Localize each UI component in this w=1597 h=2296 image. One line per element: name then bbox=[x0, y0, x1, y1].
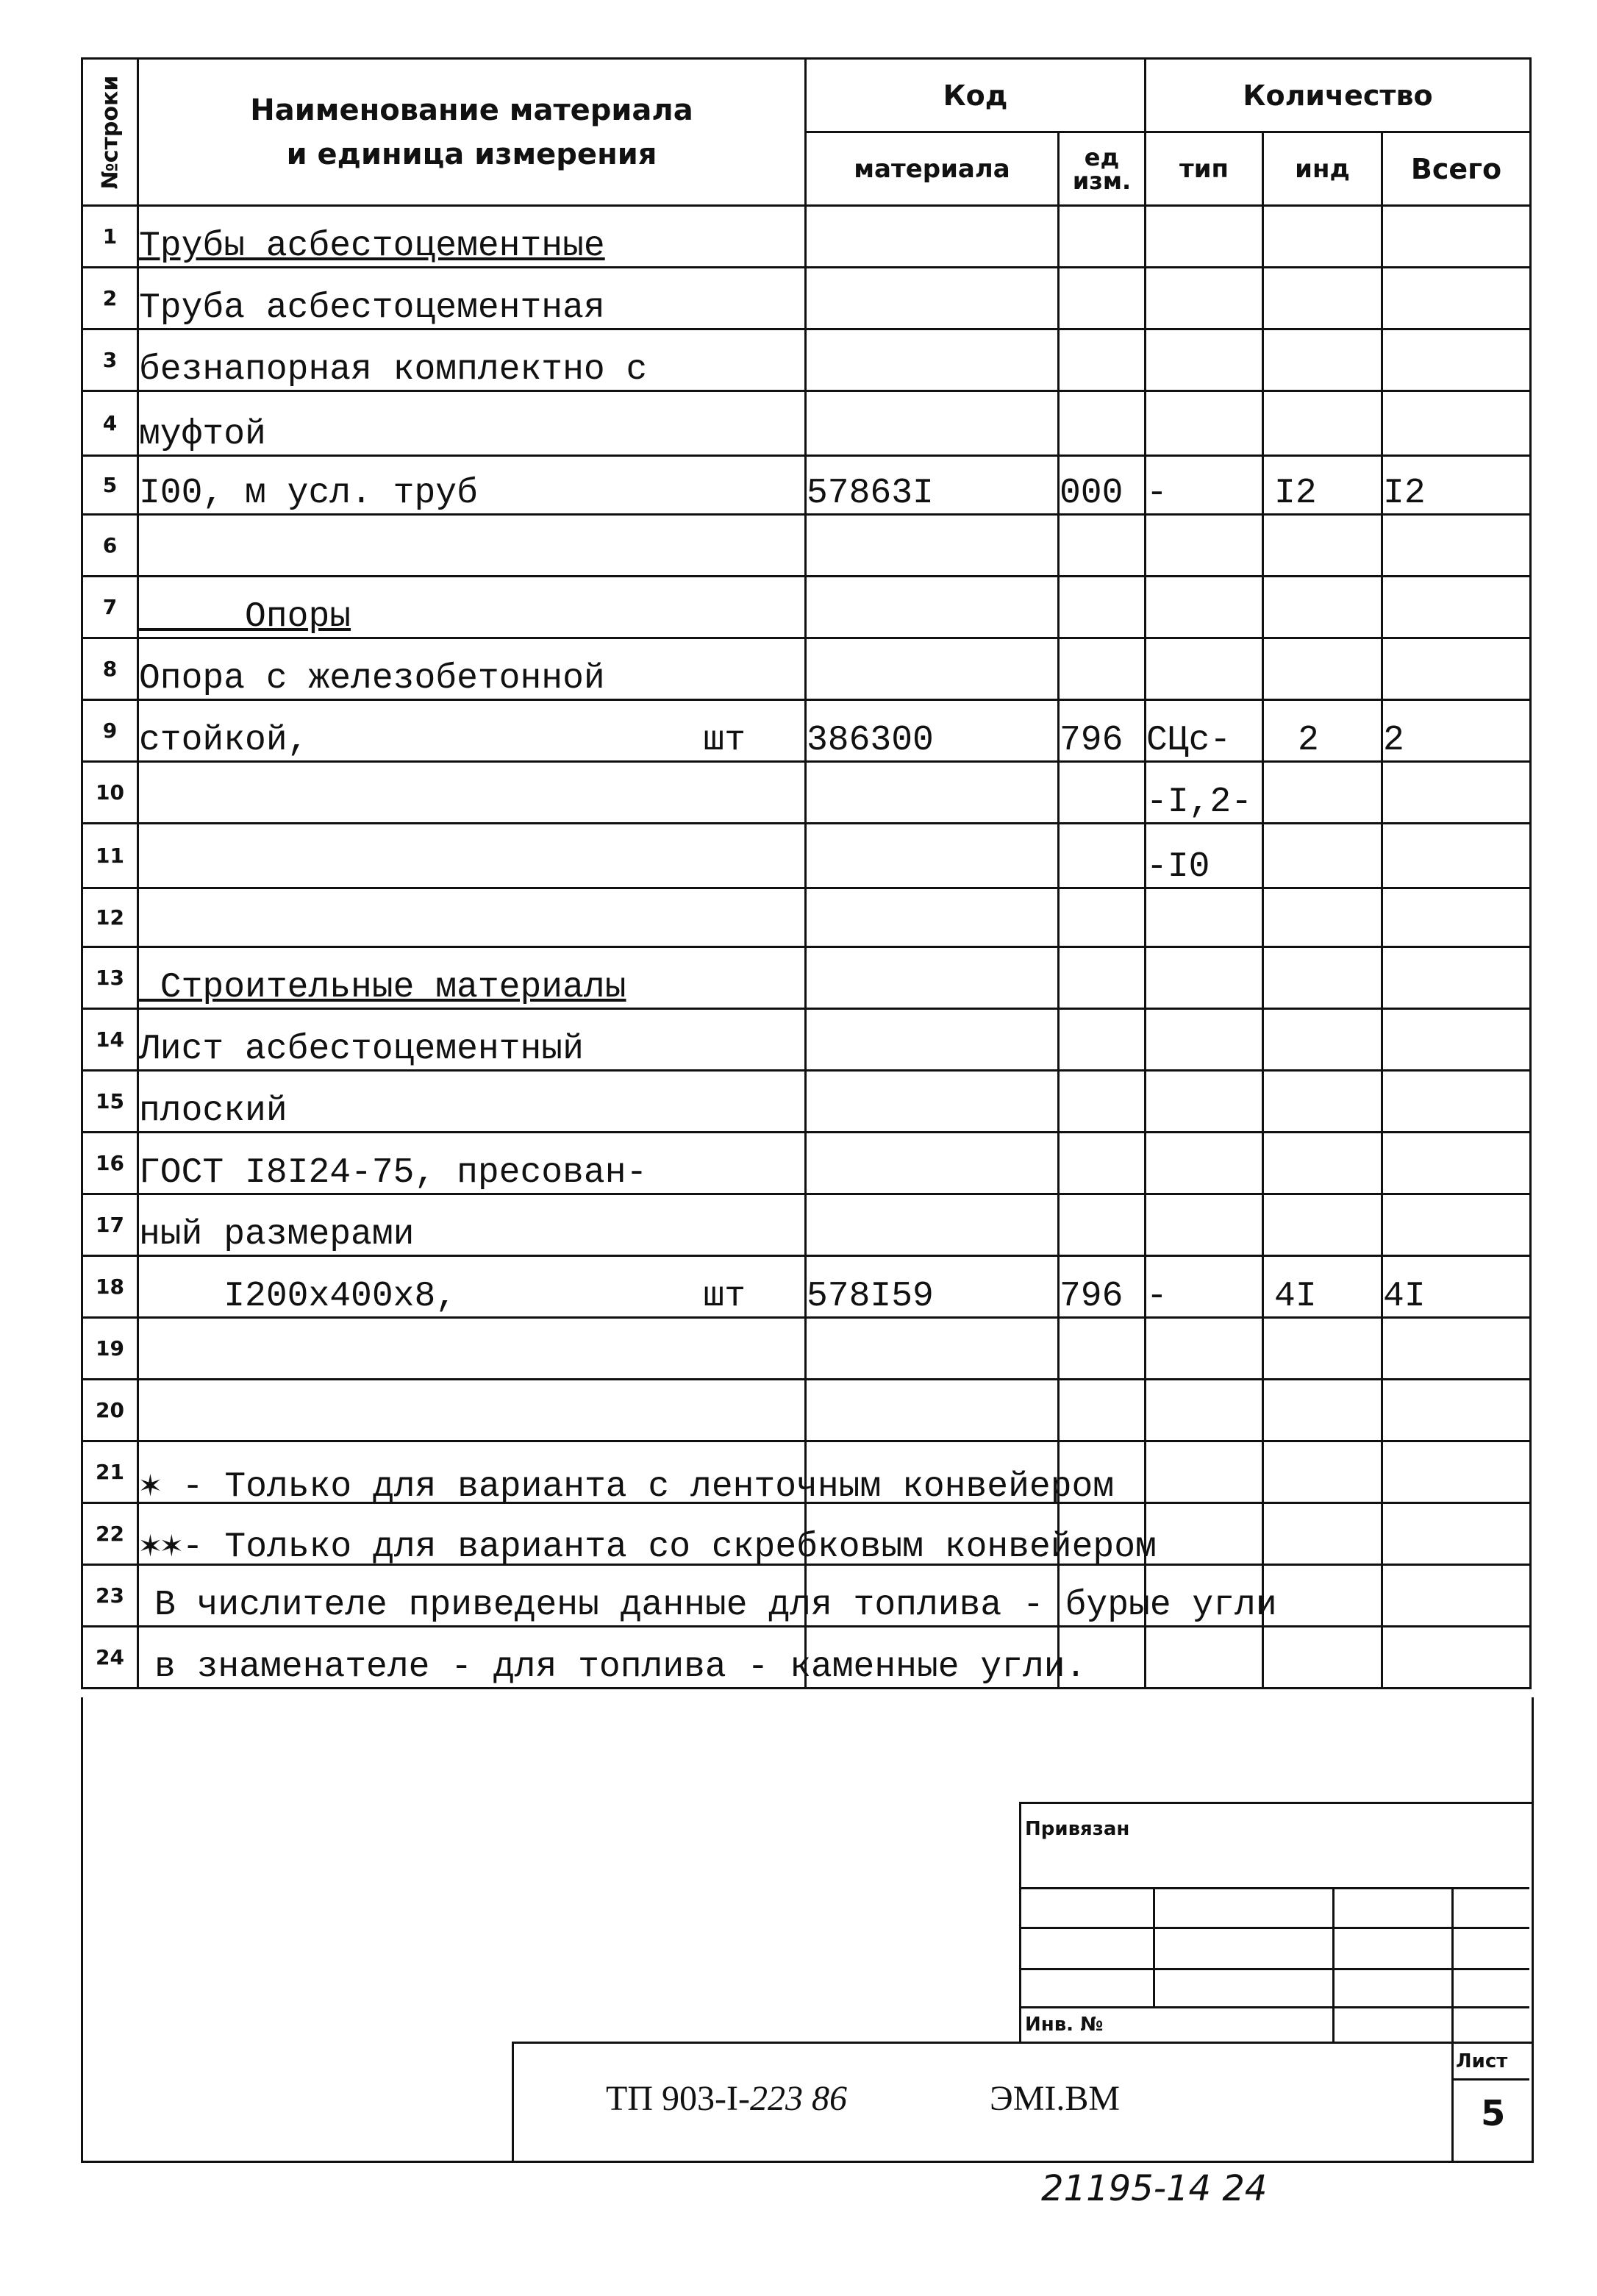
row-number: 17 bbox=[82, 1194, 138, 1256]
qty-type bbox=[1146, 515, 1263, 577]
material-code bbox=[806, 391, 1059, 456]
sheet-vline bbox=[1451, 2042, 1454, 2161]
row-number: 10 bbox=[82, 762, 138, 824]
qty-ind bbox=[1263, 329, 1382, 391]
row-number: 6 bbox=[82, 515, 138, 577]
qty-ind bbox=[1263, 1441, 1382, 1503]
qty-ind bbox=[1263, 947, 1382, 1009]
material-code bbox=[806, 824, 1059, 888]
qty-type: - bbox=[1146, 1256, 1263, 1318]
qty-total bbox=[1382, 1565, 1531, 1627]
qty-total bbox=[1382, 329, 1531, 391]
material-name-text: Опора с железобетонной bbox=[139, 659, 605, 699]
unit-code bbox=[1059, 1194, 1146, 1256]
unit-code bbox=[1059, 1318, 1146, 1380]
material-name-text: безнапорная комплектно с bbox=[139, 350, 648, 390]
unit-code bbox=[1059, 824, 1146, 888]
unit-code bbox=[1059, 638, 1146, 700]
row-number: 3 bbox=[82, 329, 138, 391]
material-name bbox=[138, 700, 806, 762]
qty-total bbox=[1382, 268, 1531, 329]
qty-ind: 2 bbox=[1263, 700, 1382, 762]
material-code: 386300 bbox=[806, 700, 1059, 762]
material-code: 578I59 bbox=[806, 1256, 1059, 1318]
qty-ind bbox=[1263, 1071, 1382, 1133]
table-row bbox=[82, 1318, 1531, 1380]
material-name-text: Трубы асбестоцементные bbox=[139, 227, 605, 266]
unit-label: шт bbox=[703, 721, 746, 760]
material-name bbox=[138, 1009, 806, 1071]
material-code bbox=[806, 638, 1059, 700]
qty-ind: 4I bbox=[1263, 1256, 1382, 1318]
unit-code bbox=[1059, 947, 1146, 1009]
qty-total bbox=[1382, 206, 1531, 268]
material-name-text: стойкой, bbox=[139, 721, 309, 760]
unit-code bbox=[1059, 268, 1146, 329]
qty-ind bbox=[1263, 391, 1382, 456]
qty-ind bbox=[1263, 762, 1382, 824]
qty-type bbox=[1146, 888, 1263, 947]
row-number: 13 bbox=[82, 947, 138, 1009]
qty-ind bbox=[1263, 268, 1382, 329]
material-name bbox=[138, 206, 806, 268]
sheet-label: Лист bbox=[1456, 2050, 1508, 2072]
name-header: Наименование материала и единица измерения bbox=[138, 59, 806, 206]
row-number: 15 bbox=[82, 1071, 138, 1133]
row-number: 2 bbox=[82, 268, 138, 329]
binding-vline-3 bbox=[1451, 1887, 1454, 2042]
qty-ind bbox=[1263, 1133, 1382, 1194]
qty-type bbox=[1146, 1627, 1263, 1689]
qty-ind bbox=[1263, 1503, 1382, 1565]
qty-total bbox=[1382, 1133, 1531, 1194]
material-code bbox=[806, 762, 1059, 824]
qty-type bbox=[1146, 268, 1263, 329]
material-name bbox=[138, 391, 806, 456]
material-name-text: плоский bbox=[139, 1091, 287, 1131]
qty-total bbox=[1382, 515, 1531, 577]
material-code bbox=[806, 1380, 1059, 1441]
note-3: В числителе приведены данные для топлива - бурые угли bbox=[154, 1586, 1277, 1625]
material-code bbox=[806, 1194, 1059, 1256]
qty-ind bbox=[1263, 888, 1382, 947]
unit-code bbox=[1059, 1071, 1146, 1133]
material-code bbox=[806, 577, 1059, 638]
material-name bbox=[138, 947, 806, 1009]
qty-total: 2 bbox=[1382, 700, 1531, 762]
qty-type bbox=[1146, 1503, 1263, 1565]
table-row bbox=[82, 700, 1531, 762]
table-row bbox=[82, 762, 1531, 824]
qty-ind bbox=[1263, 577, 1382, 638]
material-name bbox=[138, 824, 806, 888]
qty-total bbox=[1382, 1441, 1531, 1503]
qty-ind bbox=[1263, 638, 1382, 700]
table-row bbox=[82, 888, 1531, 947]
note-1: ✶ - Только для варианта с ленточным конвейером bbox=[140, 1467, 1115, 1507]
material-name bbox=[138, 1318, 806, 1380]
material-name bbox=[138, 1133, 806, 1194]
material-name bbox=[138, 888, 806, 947]
qty-ind bbox=[1263, 1627, 1382, 1689]
material-code bbox=[806, 1071, 1059, 1133]
row-number: 8 bbox=[82, 638, 138, 700]
unit-code bbox=[1059, 1380, 1146, 1441]
unit-label: шт bbox=[703, 1277, 746, 1316]
qty-total bbox=[1382, 577, 1531, 638]
qty-total: 4I bbox=[1382, 1256, 1531, 1318]
material-name bbox=[138, 329, 806, 391]
table-row bbox=[82, 1133, 1531, 1194]
qty-ind bbox=[1263, 206, 1382, 268]
material-name-text: I00, м усл. труб bbox=[139, 474, 478, 513]
qty-type bbox=[1146, 329, 1263, 391]
qty-type bbox=[1146, 947, 1263, 1009]
qty-type bbox=[1146, 1194, 1263, 1256]
unit-code bbox=[1059, 515, 1146, 577]
material-name bbox=[138, 515, 806, 577]
material-name bbox=[138, 1071, 806, 1133]
binding-vline-2 bbox=[1332, 1887, 1335, 2042]
qty-total bbox=[1382, 762, 1531, 824]
material-code: 57863I bbox=[806, 456, 1059, 515]
qty-ind: I2 bbox=[1263, 456, 1382, 515]
material-code bbox=[806, 268, 1059, 329]
material-code bbox=[806, 1133, 1059, 1194]
unit-code bbox=[1059, 391, 1146, 456]
unit-code bbox=[1059, 577, 1146, 638]
table-row bbox=[82, 206, 1531, 268]
qty-type bbox=[1146, 1133, 1263, 1194]
material-name bbox=[138, 638, 806, 700]
unit-code bbox=[1059, 329, 1146, 391]
row-number: 18 bbox=[82, 1256, 138, 1318]
note-2: ✶✶- Только для варианта со скребковым конвейером bbox=[140, 1527, 1157, 1567]
row-number: 23 bbox=[82, 1565, 138, 1627]
qty-total bbox=[1382, 391, 1531, 456]
qty-type: - bbox=[1146, 456, 1263, 515]
table-row bbox=[82, 1071, 1531, 1133]
table-row bbox=[82, 391, 1531, 456]
material-name bbox=[138, 268, 806, 329]
table-row bbox=[82, 947, 1531, 1009]
qty-total bbox=[1382, 947, 1531, 1009]
row-number: 11 bbox=[82, 824, 138, 888]
material-name-text: I200x400x8, bbox=[139, 1277, 457, 1316]
qty-type bbox=[1146, 1441, 1263, 1503]
code-group-header: Код bbox=[806, 59, 1146, 132]
unit-code: 000 bbox=[1059, 456, 1146, 515]
row-number: 19 bbox=[82, 1318, 138, 1380]
qty-type bbox=[1146, 577, 1263, 638]
qty-total bbox=[1382, 1194, 1531, 1256]
unit-code: 796 bbox=[1059, 1256, 1146, 1318]
row-number: 4 bbox=[82, 391, 138, 456]
unit-code: 796 bbox=[1059, 700, 1146, 762]
qty-total bbox=[1382, 638, 1531, 700]
row-number: 20 bbox=[82, 1380, 138, 1441]
row-number: 14 bbox=[82, 1009, 138, 1071]
sheet-number: 5 bbox=[1481, 2093, 1506, 2134]
material-code bbox=[806, 515, 1059, 577]
qty-type bbox=[1146, 1380, 1263, 1441]
material-name-text: Опоры bbox=[139, 597, 351, 637]
material-name-text: муфтой bbox=[139, 415, 266, 454]
material-name-text: Лист асбестоцементный bbox=[139, 1030, 584, 1069]
table-row bbox=[82, 456, 1531, 515]
material-name bbox=[138, 456, 806, 515]
material-name bbox=[138, 762, 806, 824]
doc-code: ТП 903-I-223 86 bbox=[606, 2079, 847, 2118]
code-unit-header: ед изм. bbox=[1059, 132, 1146, 206]
qty-total bbox=[1382, 1503, 1531, 1565]
row-number: 5 bbox=[82, 456, 138, 515]
doc-mark: ЭМI.ВМ bbox=[990, 2079, 1121, 2118]
material-name-text: ГОСТ I8I24-75, пресован- bbox=[139, 1153, 648, 1193]
qty-total bbox=[1382, 1318, 1531, 1380]
row-number: 16 bbox=[82, 1133, 138, 1194]
row-number: 24 bbox=[82, 1627, 138, 1689]
qty-type-header: тип bbox=[1146, 132, 1263, 206]
binding-vline-1 bbox=[1153, 1887, 1155, 2006]
material-name-text: ный размерами bbox=[139, 1215, 415, 1255]
row-number: 1 bbox=[82, 206, 138, 268]
material-code bbox=[806, 1318, 1059, 1380]
unit-code bbox=[1059, 1009, 1146, 1071]
unit-code bbox=[1059, 206, 1146, 268]
row-number: 9 bbox=[82, 700, 138, 762]
material-name bbox=[138, 1194, 806, 1256]
row-number: 21 bbox=[82, 1441, 138, 1503]
material-name bbox=[138, 577, 806, 638]
unit-code bbox=[1059, 1133, 1146, 1194]
qty-total bbox=[1382, 824, 1531, 888]
qty-type bbox=[1146, 206, 1263, 268]
table-row bbox=[82, 1256, 1531, 1318]
spec-table bbox=[81, 57, 1532, 1689]
table-row bbox=[82, 329, 1531, 391]
code-material-header: материала bbox=[806, 132, 1059, 206]
qty-ind bbox=[1263, 1380, 1382, 1441]
inv-no-label: Инв. № bbox=[1025, 2014, 1104, 2036]
table-row bbox=[82, 1380, 1531, 1441]
qty-type bbox=[1146, 1071, 1263, 1133]
row-number: 12 bbox=[82, 888, 138, 947]
quantity-group-header: Количество bbox=[1146, 59, 1531, 132]
material-name-text: Строительные материалы bbox=[139, 968, 626, 1008]
table-row bbox=[82, 577, 1531, 638]
qty-ind bbox=[1263, 1318, 1382, 1380]
qty-type: -I,2- bbox=[1146, 762, 1263, 824]
table-row bbox=[82, 1009, 1531, 1071]
table-row bbox=[82, 1194, 1531, 1256]
qty-ind bbox=[1263, 824, 1382, 888]
qty-total: I2 bbox=[1382, 456, 1531, 515]
qty-type: СЦс- bbox=[1146, 700, 1263, 762]
material-code bbox=[806, 206, 1059, 268]
qty-type bbox=[1146, 391, 1263, 456]
material-name-text: Труба асбестоцементная bbox=[139, 288, 605, 328]
qty-ind bbox=[1263, 1565, 1382, 1627]
qty-total bbox=[1382, 1071, 1531, 1133]
row-number: 22 bbox=[82, 1503, 138, 1565]
table-row bbox=[82, 824, 1531, 888]
archive-number: 21195-14 24 bbox=[1041, 2168, 1268, 2209]
qty-ind bbox=[1263, 1194, 1382, 1256]
row-number: 7 bbox=[82, 577, 138, 638]
table-row bbox=[82, 638, 1531, 700]
qty-total bbox=[1382, 1009, 1531, 1071]
table-row bbox=[82, 268, 1531, 329]
row-number-header: №строки bbox=[82, 59, 138, 206]
qty-type bbox=[1146, 638, 1263, 700]
qty-ind bbox=[1263, 515, 1382, 577]
qty-type bbox=[1146, 1009, 1263, 1071]
qty-total-header: Всего bbox=[1382, 132, 1531, 206]
material-code bbox=[806, 888, 1059, 947]
note-4: в знаменателе - для топлива - каменные угли. bbox=[154, 1647, 1087, 1687]
qty-type: -I0 bbox=[1146, 824, 1263, 888]
binding-label: Привязан bbox=[1025, 1818, 1130, 1840]
qty-total bbox=[1382, 1627, 1531, 1689]
material-name bbox=[138, 1256, 806, 1318]
qty-total bbox=[1382, 888, 1531, 947]
qty-ind-header: инд bbox=[1263, 132, 1382, 206]
unit-code bbox=[1059, 888, 1146, 947]
table-row bbox=[82, 515, 1531, 577]
sheet-hline bbox=[1451, 2078, 1529, 2081]
qty-ind bbox=[1263, 1009, 1382, 1071]
unit-code bbox=[1059, 762, 1146, 824]
qty-type bbox=[1146, 1318, 1263, 1380]
material-code bbox=[806, 1009, 1059, 1071]
material-code bbox=[806, 947, 1059, 1009]
material-code bbox=[806, 329, 1059, 391]
material-name bbox=[138, 1380, 806, 1441]
qty-total bbox=[1382, 1380, 1531, 1441]
